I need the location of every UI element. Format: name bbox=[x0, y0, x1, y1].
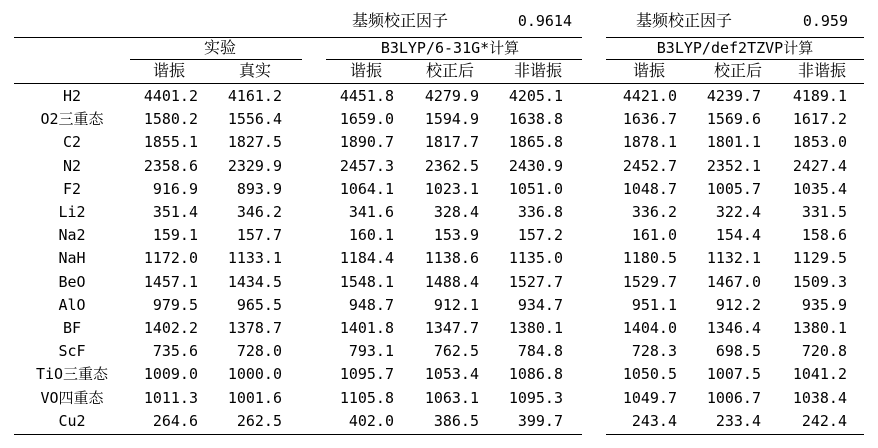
cell-m2-harmonic: 336.2 bbox=[631, 203, 677, 221]
cell-m2-anharmonic: 331.5 bbox=[801, 203, 847, 221]
cell-m1-anharmonic: 934.7 bbox=[517, 295, 563, 314]
group-rule-experiment bbox=[130, 59, 302, 60]
cell-m2-harmonic: 1049.7 bbox=[622, 388, 677, 407]
cell-m1-harmonic: 341.6 bbox=[348, 203, 394, 221]
subheader-m1-anharmonic: 非谐振 bbox=[513, 61, 562, 80]
bottom-rule-left bbox=[14, 434, 582, 435]
row-label: Li2 bbox=[58, 203, 86, 221]
cell-m2-corrected: 1132.1 bbox=[706, 249, 761, 268]
cell-m1-harmonic: 4451.8 bbox=[339, 87, 394, 105]
cell-m2-harmonic: 243.4 bbox=[631, 411, 677, 430]
subheader-m2-anharmonic: 非谐振 bbox=[797, 61, 846, 80]
cell-m1-harmonic: 1105.8 bbox=[339, 388, 394, 407]
cell-m1-anharmonic: 4205.1 bbox=[508, 87, 563, 105]
row-label: TiO三重态 bbox=[35, 365, 109, 384]
cell-exp-harmonic: 1580.2 bbox=[143, 110, 198, 129]
cell-m1-anharmonic: 784.8 bbox=[517, 342, 563, 361]
cell-exp-real: 1556.4 bbox=[227, 110, 282, 129]
left-factor-value: 0.9614 bbox=[517, 12, 572, 30]
cell-exp-harmonic: 4401.2 bbox=[143, 87, 198, 105]
cell-m2-corrected: 698.5 bbox=[715, 342, 761, 361]
cell-m1-anharmonic: 1865.8 bbox=[508, 133, 563, 152]
cell-m2-anharmonic: 1035.4 bbox=[792, 179, 847, 198]
cell-m2-corrected: 912.2 bbox=[715, 295, 761, 314]
cell-m1-harmonic: 1659.0 bbox=[339, 110, 394, 129]
cell-exp-harmonic: 979.5 bbox=[152, 295, 198, 314]
cell-exp-harmonic: 1457.1 bbox=[143, 272, 198, 291]
row-label: N2 bbox=[62, 156, 82, 175]
cell-exp-real: 4161.2 bbox=[227, 87, 282, 105]
cell-m1-corrected: 1594.9 bbox=[424, 110, 479, 129]
right-factor-label: 基频校正因子 bbox=[636, 11, 733, 30]
cell-exp-real: 157.7 bbox=[236, 226, 282, 245]
cell-m1-anharmonic: 157.2 bbox=[517, 226, 563, 245]
cell-m1-harmonic: 793.1 bbox=[348, 342, 394, 361]
cell-m2-anharmonic: 2427.4 bbox=[792, 156, 847, 175]
cell-exp-harmonic: 1009.0 bbox=[143, 365, 198, 384]
cell-m2-harmonic: 951.1 bbox=[631, 295, 677, 314]
subheader-exp-real: 真实 bbox=[238, 61, 271, 80]
cell-exp-real: 1000.0 bbox=[227, 365, 282, 384]
right-factor-value: 0.959 bbox=[802, 12, 848, 30]
cell-m1-anharmonic: 399.7 bbox=[517, 411, 563, 430]
row-label: Na2 bbox=[58, 226, 86, 245]
cell-m1-corrected: 1488.4 bbox=[424, 272, 479, 291]
cell-m1-anharmonic: 1086.8 bbox=[508, 365, 563, 384]
cell-m2-harmonic: 1180.5 bbox=[622, 249, 677, 268]
cell-exp-harmonic: 2358.6 bbox=[143, 156, 198, 175]
group-header-method2: B3LYP/def2TZVP计算 bbox=[656, 39, 814, 57]
cell-exp-harmonic: 735.6 bbox=[152, 342, 198, 361]
left-factor-label: 基频校正因子 bbox=[352, 11, 449, 30]
cell-m2-anharmonic: 1038.4 bbox=[792, 388, 847, 407]
cell-m2-harmonic: 1636.7 bbox=[622, 110, 677, 129]
cell-m2-anharmonic: 1509.3 bbox=[792, 272, 847, 291]
cell-m1-harmonic: 948.7 bbox=[348, 295, 394, 314]
cell-m2-corrected: 1801.1 bbox=[706, 133, 761, 152]
cell-exp-real: 728.0 bbox=[236, 342, 282, 361]
cell-m1-corrected: 1817.7 bbox=[424, 133, 479, 152]
cell-exp-real: 1827.5 bbox=[227, 133, 282, 152]
cell-m1-anharmonic: 1135.0 bbox=[508, 249, 563, 268]
cell-m2-harmonic: 1404.0 bbox=[622, 319, 677, 337]
cell-m2-anharmonic: 1041.2 bbox=[792, 365, 847, 384]
cell-m1-corrected: 912.1 bbox=[433, 295, 479, 314]
cell-exp-harmonic: 1402.2 bbox=[143, 319, 198, 337]
cell-m2-corrected: 154.4 bbox=[715, 226, 761, 245]
cell-m1-corrected: 762.5 bbox=[433, 342, 479, 361]
cell-m2-corrected: 322.4 bbox=[715, 203, 761, 221]
cell-m2-harmonic: 1529.7 bbox=[622, 272, 677, 291]
cell-exp-harmonic: 264.6 bbox=[152, 411, 198, 430]
cell-m1-anharmonic: 1095.3 bbox=[508, 388, 563, 407]
cell-exp-real: 1133.1 bbox=[227, 249, 282, 268]
bottom-rule-right bbox=[606, 434, 864, 435]
cell-exp-real: 1434.5 bbox=[227, 272, 282, 291]
group-rule-method2 bbox=[606, 59, 864, 60]
cell-m2-harmonic: 4421.0 bbox=[622, 87, 677, 105]
cell-m2-corrected: 1467.0 bbox=[706, 272, 761, 291]
cell-m1-corrected: 4279.9 bbox=[424, 87, 479, 105]
cell-m1-corrected: 386.5 bbox=[433, 411, 479, 430]
cell-m2-corrected: 4239.7 bbox=[706, 87, 761, 105]
cell-m2-corrected: 233.4 bbox=[715, 411, 761, 430]
cell-m1-corrected: 1138.6 bbox=[424, 249, 479, 268]
cell-m2-anharmonic: 1853.0 bbox=[792, 133, 847, 152]
subheader-m1-harmonic: 谐振 bbox=[349, 61, 382, 80]
cell-m1-corrected: 1023.1 bbox=[424, 179, 479, 198]
cell-m1-harmonic: 402.0 bbox=[348, 411, 394, 430]
cell-m2-harmonic: 1050.5 bbox=[622, 365, 677, 384]
row-label: BF bbox=[62, 319, 82, 337]
cell-exp-harmonic: 159.1 bbox=[152, 226, 198, 245]
subheader-m1-corrected: 校正后 bbox=[425, 61, 474, 80]
cell-exp-harmonic: 351.4 bbox=[152, 203, 198, 221]
cell-m2-anharmonic: 1380.1 bbox=[792, 319, 847, 337]
cell-m1-corrected: 1063.1 bbox=[424, 388, 479, 407]
cell-m1-anharmonic: 336.8 bbox=[517, 203, 563, 221]
cell-m1-harmonic: 1401.8 bbox=[339, 319, 394, 337]
cell-m1-corrected: 153.9 bbox=[433, 226, 479, 245]
cell-exp-real: 262.5 bbox=[236, 411, 282, 430]
cell-m1-harmonic: 1064.1 bbox=[339, 179, 394, 198]
cell-m1-harmonic: 1548.1 bbox=[339, 272, 394, 291]
cell-exp-real: 1001.6 bbox=[227, 388, 282, 407]
cell-m2-anharmonic: 1617.2 bbox=[792, 110, 847, 129]
cell-m2-harmonic: 728.3 bbox=[631, 342, 677, 361]
cell-m2-harmonic: 161.0 bbox=[631, 226, 677, 245]
cell-exp-harmonic: 916.9 bbox=[152, 179, 198, 198]
cell-exp-real: 965.5 bbox=[236, 295, 282, 314]
cell-m2-anharmonic: 1129.5 bbox=[792, 249, 847, 268]
cell-m1-harmonic: 1095.7 bbox=[339, 365, 394, 384]
cell-exp-real: 346.2 bbox=[236, 203, 282, 221]
cell-m2-harmonic: 1048.7 bbox=[622, 179, 677, 198]
row-label: ScF bbox=[58, 342, 86, 361]
cell-m2-anharmonic: 158.6 bbox=[801, 226, 847, 245]
cell-exp-real: 893.9 bbox=[236, 179, 282, 198]
group-rule-method1 bbox=[326, 59, 582, 60]
cell-m2-anharmonic: 4189.1 bbox=[792, 87, 847, 105]
cell-m1-anharmonic: 1527.7 bbox=[508, 272, 563, 291]
cell-m2-harmonic: 2452.7 bbox=[622, 156, 677, 175]
cell-m1-anharmonic: 1638.8 bbox=[508, 110, 563, 129]
cell-m2-corrected: 1007.5 bbox=[706, 365, 761, 384]
cell-m2-corrected: 1006.7 bbox=[706, 388, 761, 407]
cell-m2-harmonic: 1878.1 bbox=[622, 133, 677, 152]
cell-m2-anharmonic: 242.4 bbox=[801, 411, 847, 430]
cell-m2-corrected: 1005.7 bbox=[706, 179, 761, 198]
cell-m1-anharmonic: 1051.0 bbox=[508, 179, 563, 198]
cell-exp-real: 1378.7 bbox=[227, 319, 282, 337]
row-label: H2 bbox=[62, 87, 82, 105]
cell-m1-anharmonic: 2430.9 bbox=[508, 156, 563, 175]
cell-m1-corrected: 2362.5 bbox=[424, 156, 479, 175]
cell-m2-anharmonic: 720.8 bbox=[801, 342, 847, 361]
header-rule bbox=[14, 83, 864, 84]
group-header-experiment: 实验 bbox=[203, 38, 236, 57]
cell-m1-harmonic: 2457.3 bbox=[339, 156, 394, 175]
row-label: C2 bbox=[62, 133, 82, 152]
cell-m2-corrected: 2352.1 bbox=[706, 156, 761, 175]
row-label: F2 bbox=[62, 179, 82, 198]
cell-exp-real: 2329.9 bbox=[227, 156, 282, 175]
subheader-exp-harmonic: 谐振 bbox=[152, 61, 185, 80]
cell-m1-harmonic: 160.1 bbox=[348, 226, 394, 245]
cell-m1-harmonic: 1890.7 bbox=[339, 133, 394, 152]
row-label: VO四重态 bbox=[40, 388, 104, 407]
cell-exp-harmonic: 1172.0 bbox=[143, 249, 198, 268]
cell-m2-anharmonic: 935.9 bbox=[801, 295, 847, 314]
cell-m1-harmonic: 1184.4 bbox=[339, 249, 394, 268]
subheader-m2-corrected: 校正后 bbox=[713, 61, 762, 80]
subheader-m2-harmonic: 谐振 bbox=[632, 61, 665, 80]
row-label: NaH bbox=[58, 249, 86, 268]
row-label: O2三重态 bbox=[40, 110, 104, 129]
cell-exp-harmonic: 1855.1 bbox=[143, 133, 198, 152]
group-header-method1: B3LYP/6-31G*计算 bbox=[380, 39, 520, 57]
cell-m1-corrected: 328.4 bbox=[433, 203, 479, 221]
row-label: Cu2 bbox=[58, 411, 86, 430]
cell-m2-corrected: 1569.6 bbox=[706, 110, 761, 129]
cell-m1-anharmonic: 1380.1 bbox=[508, 319, 563, 337]
cell-m2-corrected: 1346.4 bbox=[706, 319, 761, 337]
cell-m1-corrected: 1347.7 bbox=[424, 319, 479, 337]
row-label: AlO bbox=[58, 295, 86, 314]
cell-m1-corrected: 1053.4 bbox=[424, 365, 479, 384]
cell-exp-harmonic: 1011.3 bbox=[143, 388, 198, 407]
row-label: BeO bbox=[58, 272, 86, 291]
